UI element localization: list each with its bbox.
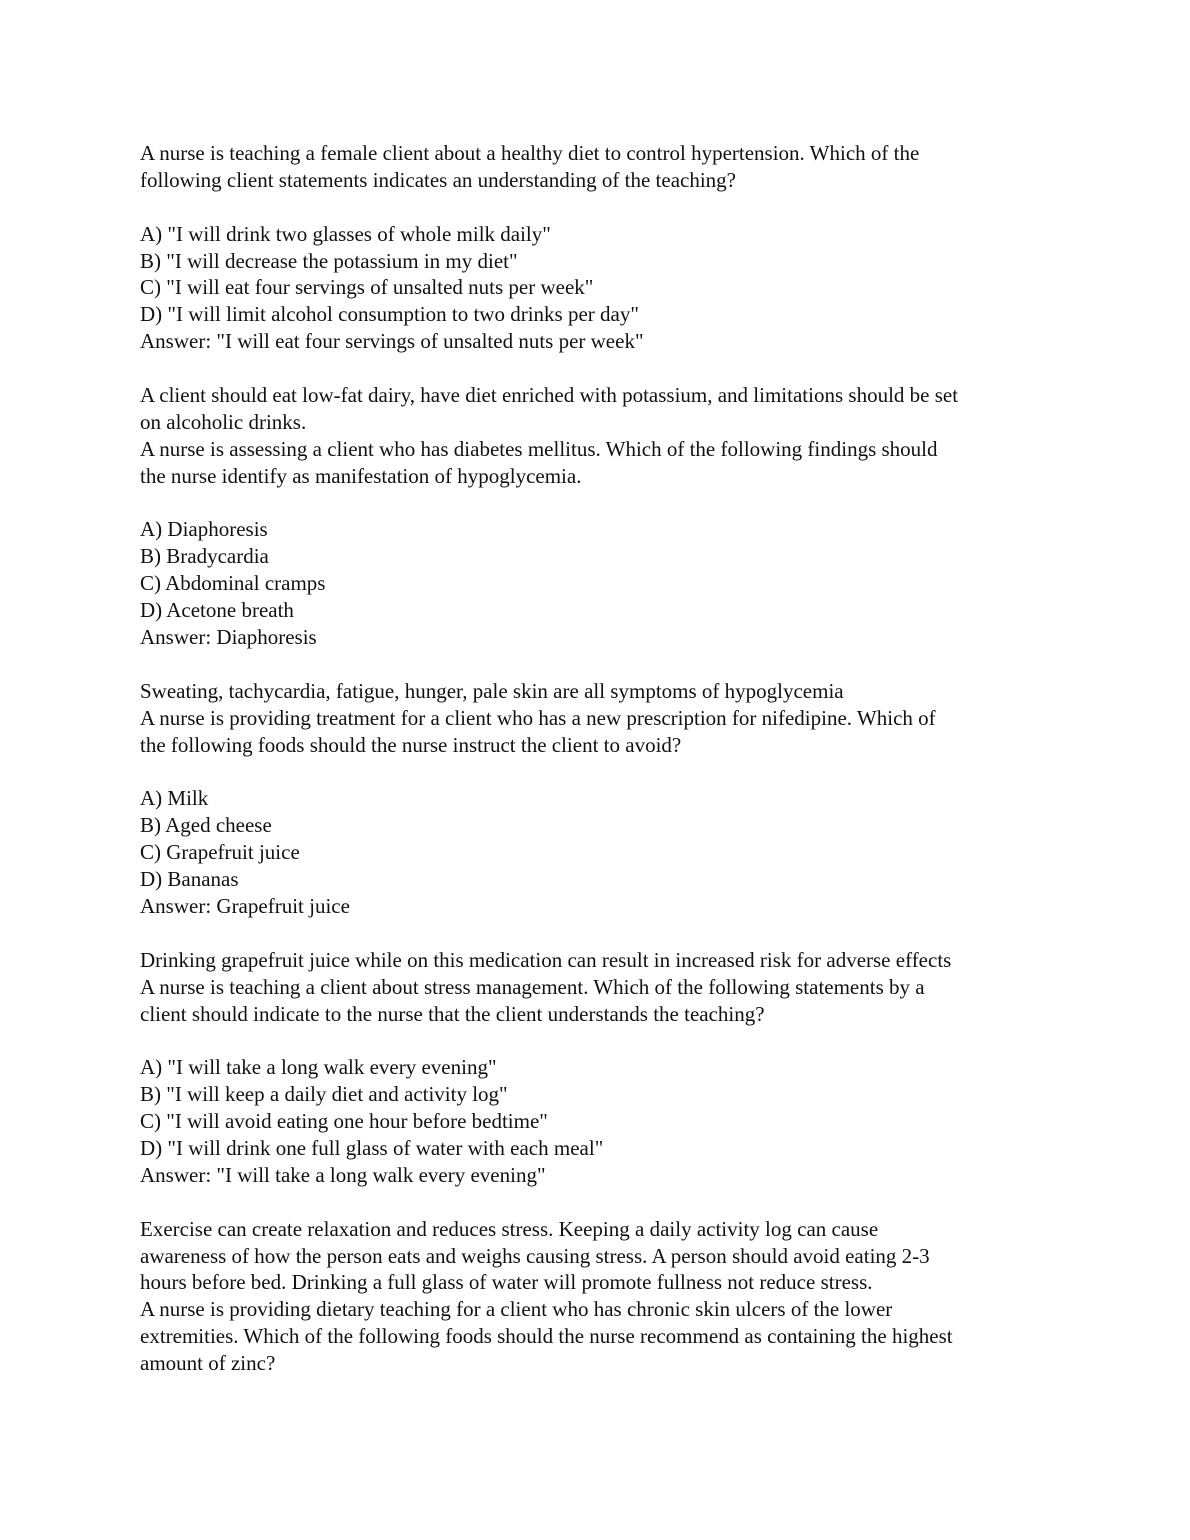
question-text: A nurse is assessing a client who has diabetes mellitus. Which of the following findings should (140, 436, 938, 461)
rationale-text: Drinking grapefruit juice while on this medication can result in increased risk for adverse effects (140, 947, 952, 972)
rationale-text: on alcoholic drinks. (140, 409, 307, 434)
correct-answer: Answer: Diaphoresis (140, 625, 317, 650)
answer-option: D) "I will drink one full glass of water with each meal" (140, 1135, 604, 1160)
question-text: the nurse identify as manifestation of hypoglycemia. (140, 463, 582, 488)
answer-option: C) Abdominal cramps (140, 571, 326, 596)
answer-option: A) "I will drink two glasses of whole milk daily" (140, 221, 551, 246)
rationale-text: awareness of how the person eats and weighs causing stress. A person should avoid eating 2-3 (140, 1243, 930, 1268)
answer-option: B) Aged cheese (140, 813, 272, 838)
question-block (140, 705, 1060, 974)
question-block (140, 436, 1060, 705)
answer-option: D) Bananas (140, 867, 239, 892)
answer-option: A) "I will take a long walk every evening" (140, 1055, 497, 1080)
answer-option: B) Bradycardia (140, 544, 269, 569)
answer-option: B) "I will keep a daily diet and activity log" (140, 1082, 508, 1107)
document-page (140, 140, 1060, 1377)
answer-option: A) Milk (140, 786, 209, 811)
answer-option: C) "I will avoid eating one hour before bedtime" (140, 1109, 548, 1134)
question-block (140, 974, 1060, 1297)
question-text: A nurse is teaching a female client about a healthy diet to control hypertension. Which of the (140, 141, 920, 165)
question-block (140, 1296, 1060, 1377)
answer-option: C) "I will eat four servings of unsalted nuts per week" (140, 275, 594, 300)
answer-option: A) Diaphoresis (140, 517, 268, 542)
answer-option: C) Grapefruit juice (140, 840, 300, 865)
question-text: the following foods should the nurse instruct the client to avoid? (140, 732, 682, 757)
question-text: A nurse is teaching a client about stress management. Which of the following statements by a (140, 974, 925, 999)
question-text: extremities. Which of the following foods should the nurse recommend as containing the highest (140, 1324, 953, 1349)
question-block (140, 140, 1060, 436)
question-text: A nurse is providing treatment for a client who has a new prescription for nifedipine. Which of (140, 705, 936, 730)
answer-option: D) Acetone breath (140, 598, 294, 623)
correct-answer: Answer: "I will take a long walk every evening" (140, 1162, 546, 1187)
question-text: amount of zinc? (140, 1351, 276, 1376)
rationale-text: Sweating, tachycardia, fatigue, hunger, pale skin are all symptoms of hypoglycemia (140, 678, 844, 703)
question-text: A nurse is providing dietary teaching for a client who has chronic skin ulcers of the lower (140, 1297, 893, 1322)
question-text: client should indicate to the nurse that the client understands the teaching? (140, 1001, 765, 1026)
correct-answer: Answer: Grapefruit juice (140, 893, 350, 918)
rationale-text: Exercise can create relaxation and reduces stress. Keeping a daily activity log can cause (140, 1216, 879, 1241)
answer-option: D) "I will limit alcohol consumption to two drinks per day" (140, 302, 639, 327)
answer-option: B) "I will decrease the potassium in my diet" (140, 248, 518, 273)
question-text: following client statements indicates an understanding of the teaching? (140, 167, 736, 192)
rationale-text: hours before bed. Drinking a full glass of water will promote fullness not reduce stress. (140, 1270, 873, 1295)
correct-answer: Answer: "I will eat four servings of unsalted nuts per week" (140, 329, 644, 354)
rationale-text: A client should eat low-fat dairy, have diet enriched with potassium, and limitations should be set (140, 383, 959, 408)
